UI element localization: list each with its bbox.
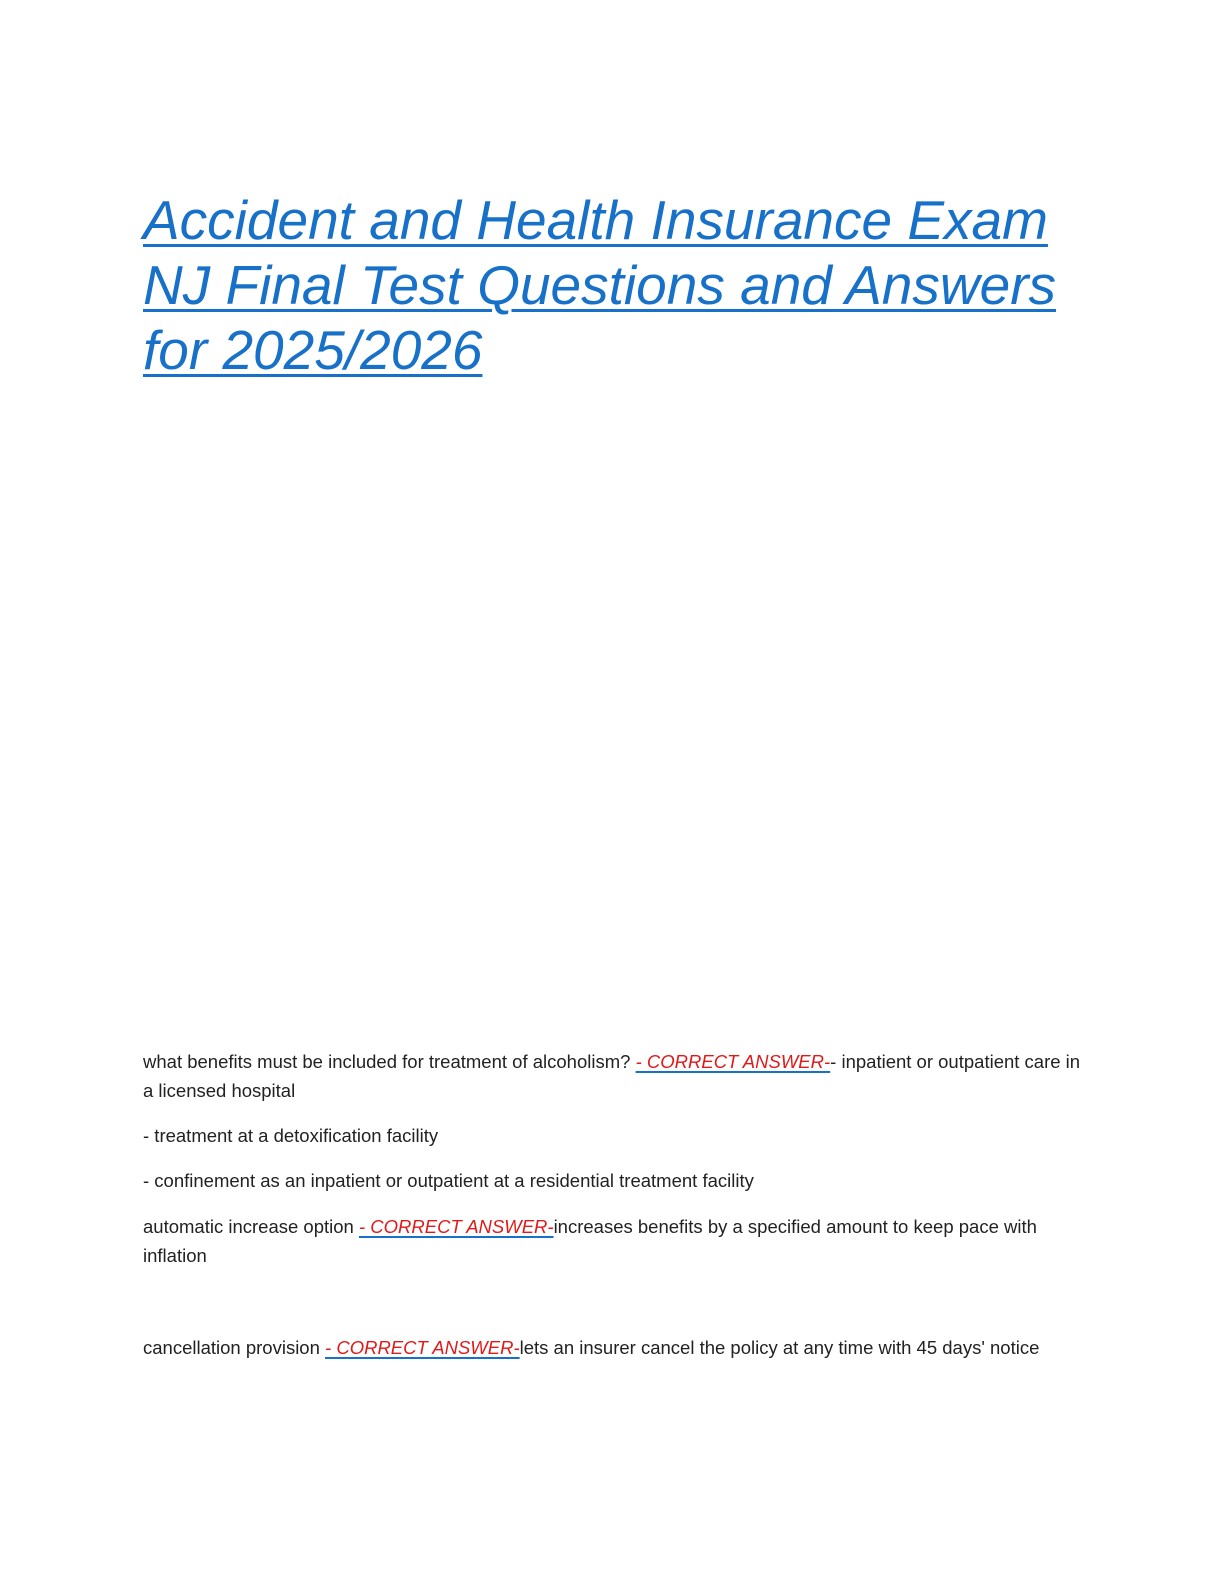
- document-title-link[interactable]: Accident and Health Insurance Exam NJ Final Test Questions and Answers for 2025/2026: [143, 189, 1057, 381]
- question-text: automatic increase option: [143, 1216, 354, 1237]
- answer-text: lets an insurer cancel the policy at any time with 45 days' notice: [519, 1337, 1040, 1358]
- qa-item: [143, 1212, 1083, 1270]
- answer-text: increases benefits by a specified amount to keep pace with inflation: [143, 1216, 1037, 1266]
- document-title: [143, 188, 1103, 383]
- answer-continuation: - treatment at a detoxification facility: [143, 1125, 439, 1146]
- question-text: cancellation provision: [143, 1337, 320, 1358]
- qa-item: [143, 1047, 1083, 1105]
- correct-answer-tag: - CORRECT ANSWER-: [358, 1216, 554, 1237]
- correct-answer-tag: - CORRECT ANSWER-: [325, 1337, 520, 1358]
- answer-text: - inpatient or outpatient care in a licensed hospital: [143, 1051, 1081, 1101]
- qa-item: [143, 1333, 1083, 1362]
- correct-answer-tag: - CORRECT ANSWER-: [635, 1051, 831, 1072]
- question-text: what benefits must be included for treatment of alcoholism?: [143, 1051, 631, 1072]
- answer-continuation: - confinement as an inpatient or outpatient at a residential treatment facility: [143, 1170, 754, 1191]
